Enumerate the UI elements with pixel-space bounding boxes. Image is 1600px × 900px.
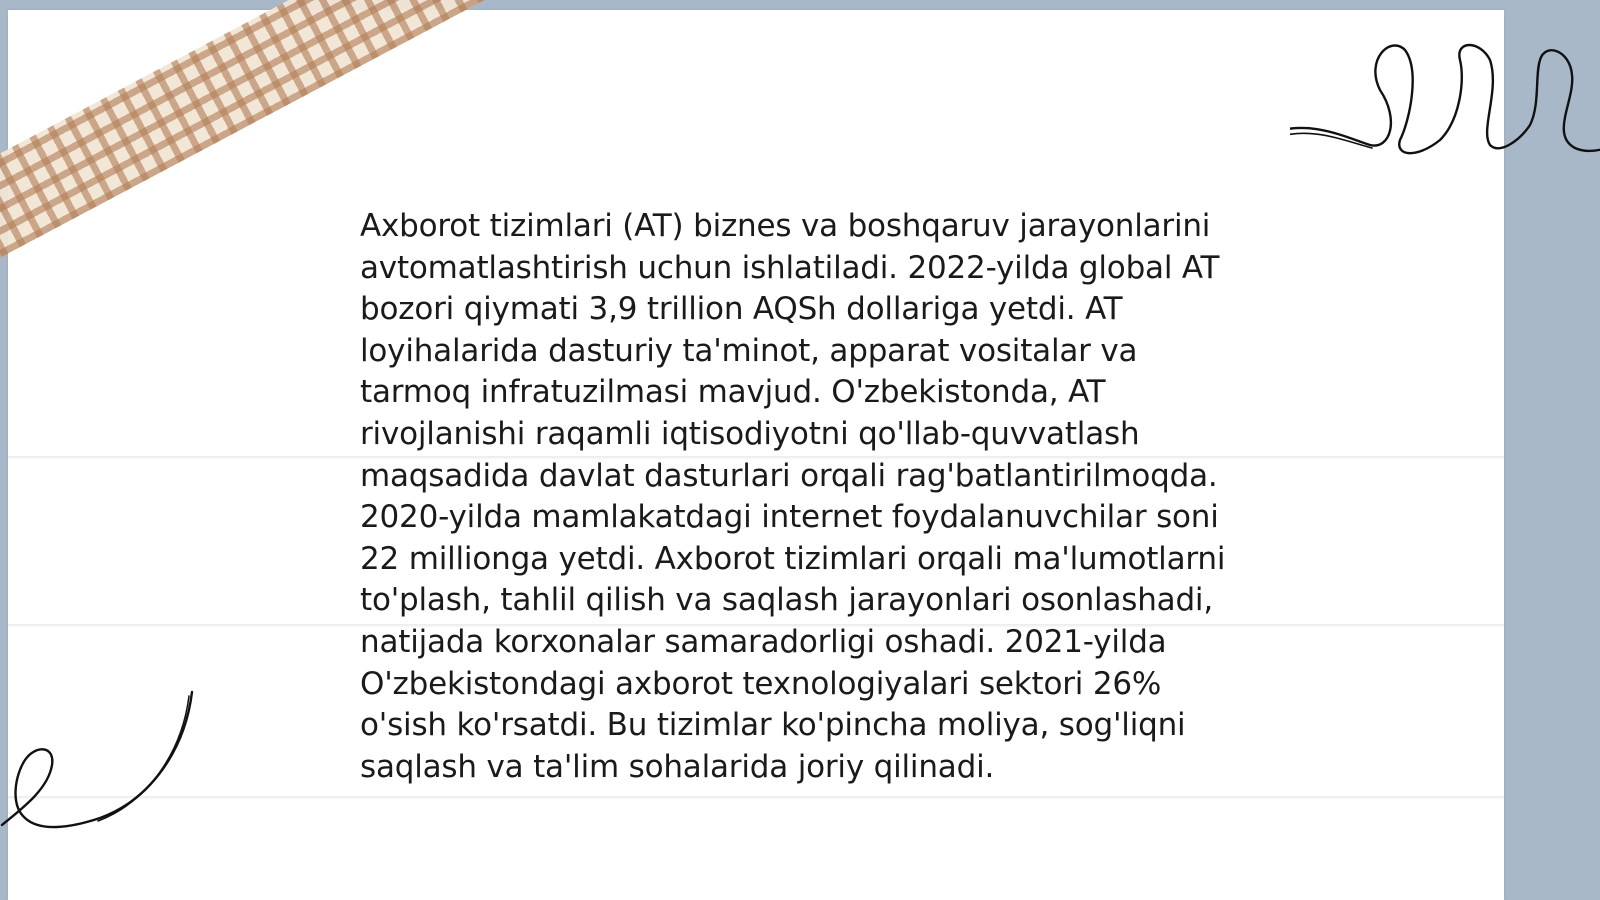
paper-fold-line (8, 796, 1504, 799)
body-paragraph: Axborot tizimlari (AT) biznes va boshqaruv jarayonlarini avtomatlashtirish uchun ishlatiladi. 2022-yilda global AT bozori qiymati 3,9 trillion AQSh dollariga yetdi. AT loyihalarida dasturiy ta'minot, apparat vositalar va tarmoq infratuzilmasi mavjud. O'zbekistonda, AT rivojlanishi raqamli iqtisodiyotni qo'llab-quvvatlash maqsadida davlat dasturlari orqali rag'batlantirilmoqda. 2020-yilda mamlakatdagi internet foydalanuvchilar soni 22 millionga yetdi. Axborot tizimlari orqali ma'lumotlarni to'plash, tahlil qilish va saqlash jarayonlari osonlashadi, natijada korxonalar samaradorligi oshadi. 2021-yilda O'zbekistondagi axborot texnologiyalari sektori 26% o'sish ko'rsatdi. Bu tizimlar ko'pincha moliya, sog'liqni saqlash va ta'lim sohalarida joriy qilinadi. (360, 208, 1226, 785)
